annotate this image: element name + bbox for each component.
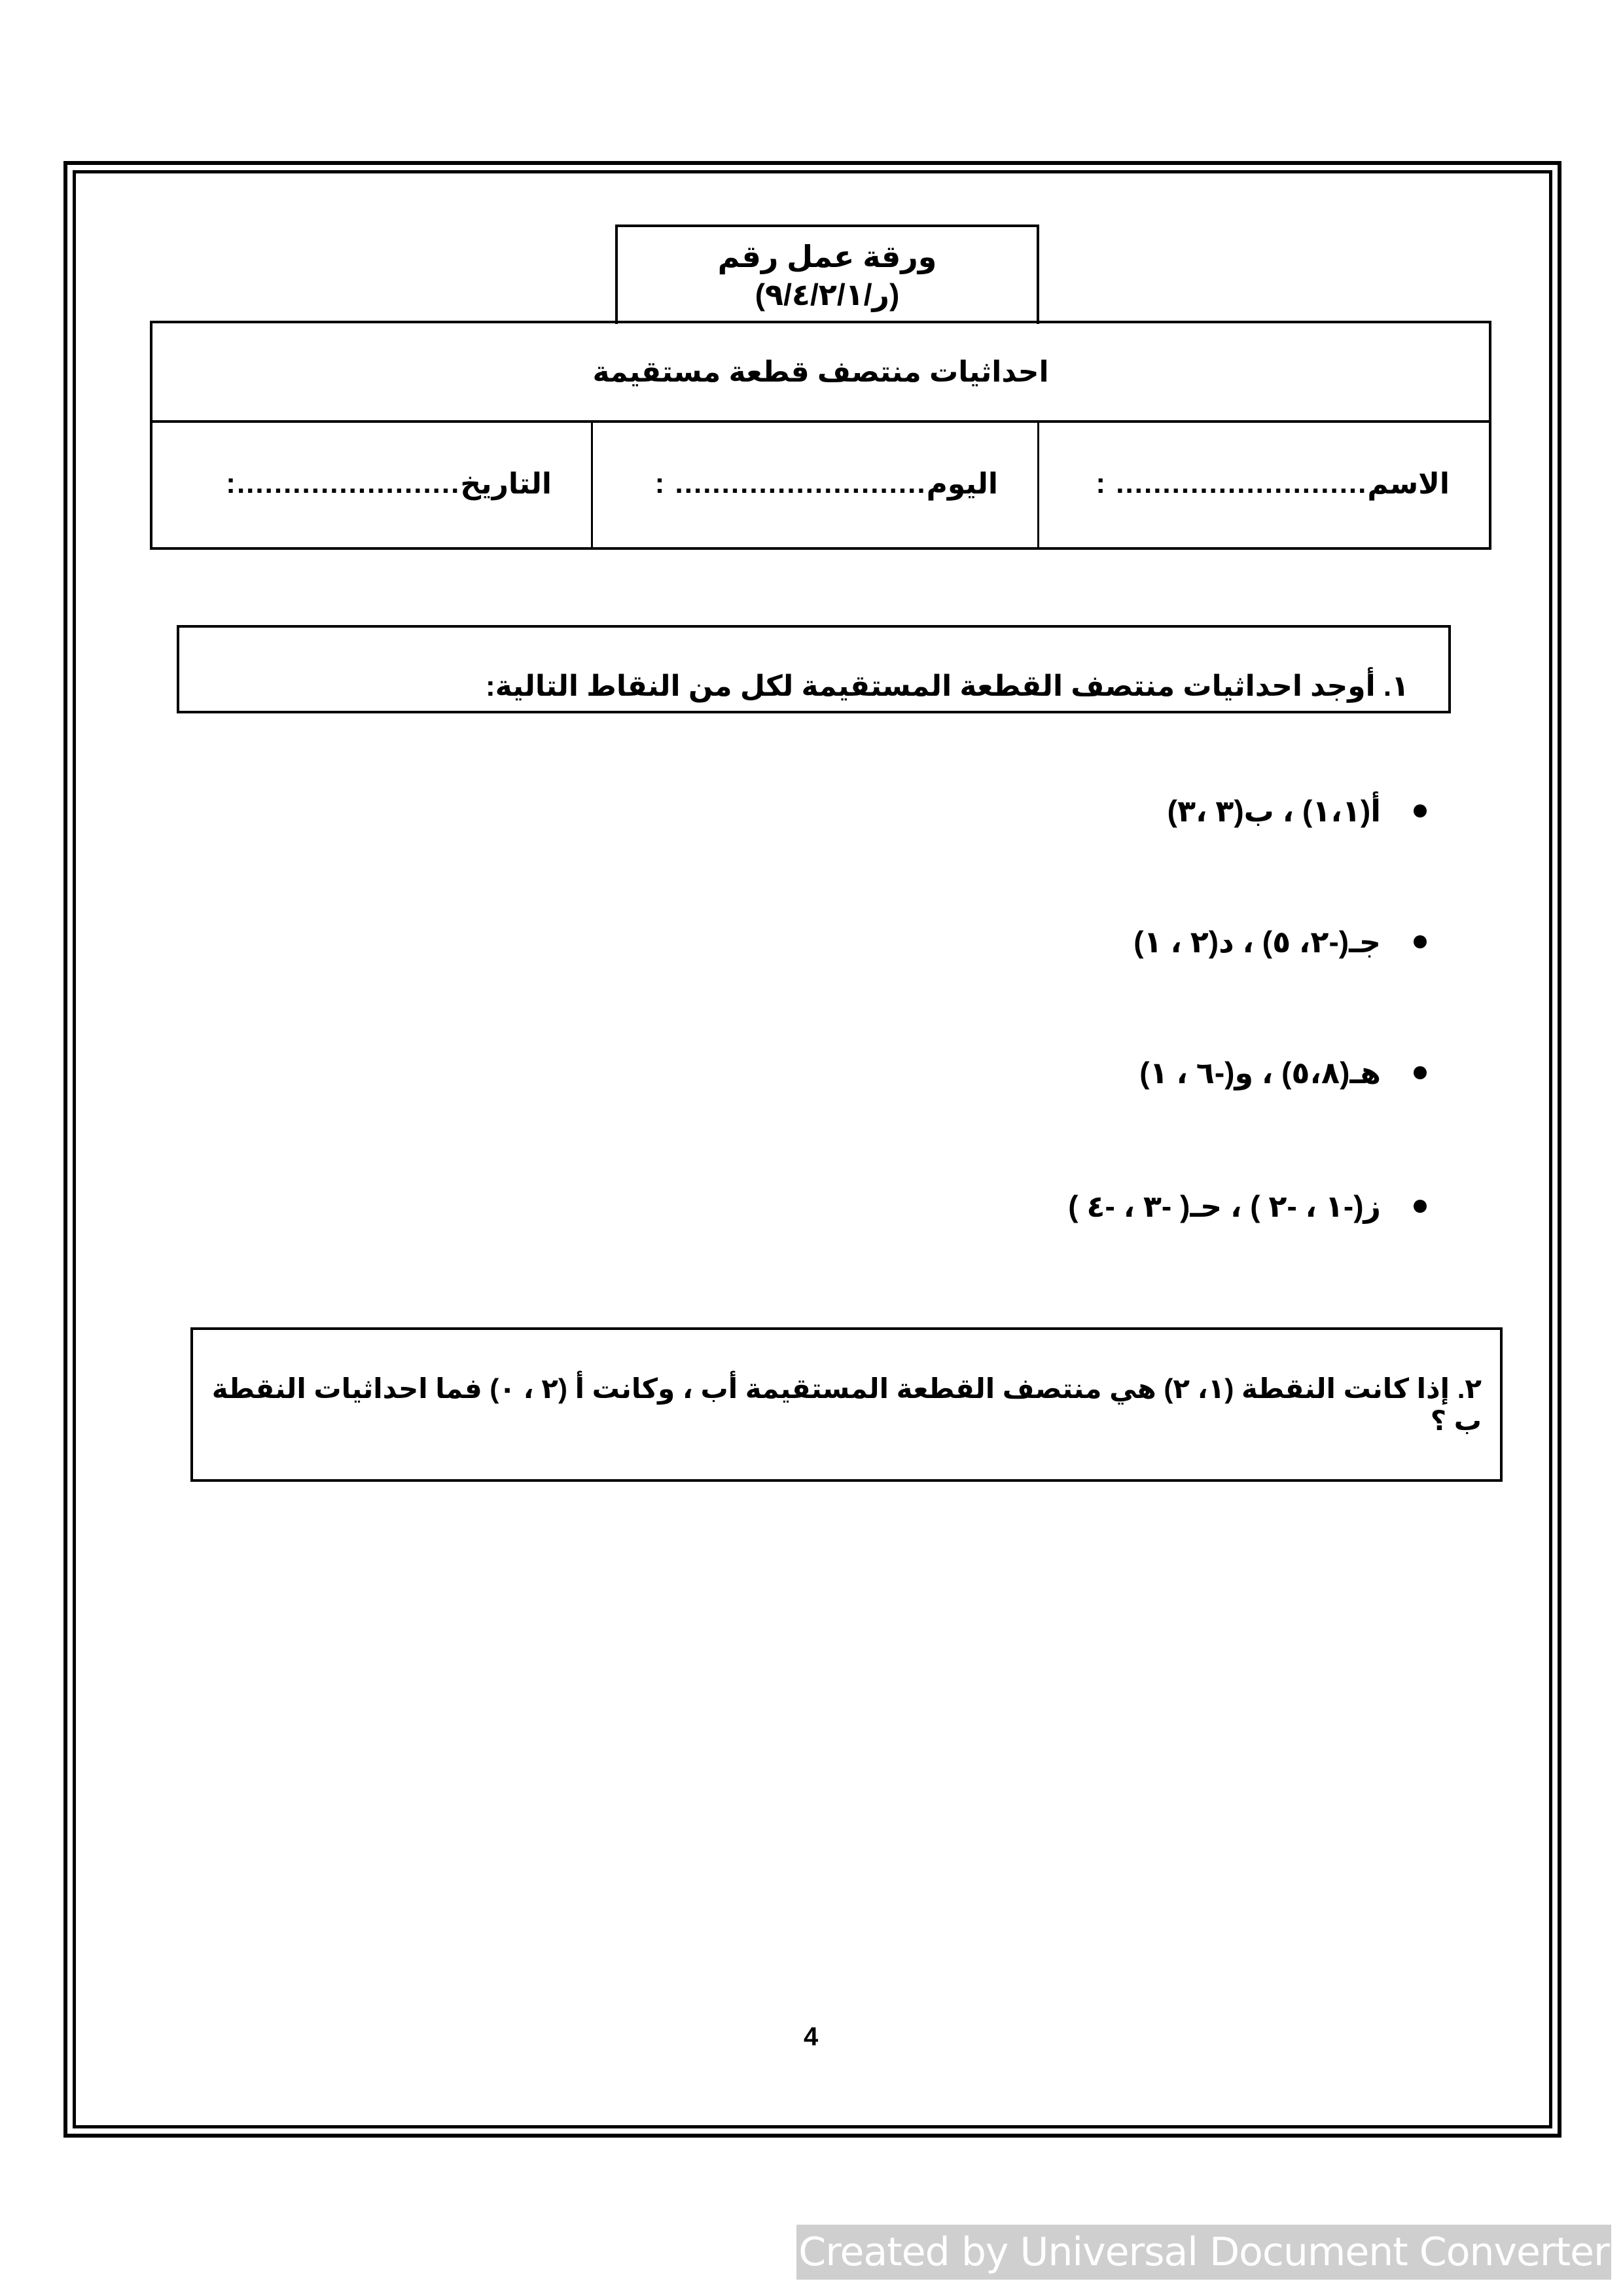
point-pair-text: ز(-١ ، -٢ ) ، حـ( -٣ ، -٤ ) — [1068, 1189, 1381, 1223]
question-1-prompt: ١. أوجد احداثيات منتصف القطعة المستقيمة لكل من النقاط التالية: — [486, 670, 1409, 702]
day-blank[interactable]: ........................... : — [654, 467, 927, 499]
worksheet-number-box — [615, 224, 1039, 324]
date-field[interactable] — [152, 420, 591, 547]
point-pair-text: هـ(٥،٨) ، و(-٦ ، ١) — [1139, 1056, 1381, 1090]
name-label: الاسم — [1367, 467, 1450, 500]
worksheet-title: ورقة عمل رقم — [717, 240, 937, 274]
question-2-box — [190, 1327, 1503, 1482]
list-item — [1168, 793, 1427, 829]
watermark-text: Created by Universal Document Converter — [798, 2229, 1609, 2275]
bullet-icon — [1414, 935, 1427, 948]
bullet-icon — [1414, 804, 1427, 817]
worksheet-code: (ر/٩/٤/٢/١) — [755, 278, 900, 312]
question-1-box — [177, 625, 1451, 713]
list-item — [1139, 1055, 1427, 1090]
converter-watermark — [796, 2225, 1611, 2280]
student-info-row — [152, 420, 1489, 547]
lesson-title-row — [152, 323, 1489, 423]
list-item — [1133, 924, 1427, 960]
point-pair-text: أ(١،١) ، ب(٣ ،٣) — [1167, 794, 1381, 828]
header-table — [150, 321, 1491, 550]
question-2-prompt: ٢. إذا كانت النقطة (١، ٢) هي منتصف القطعة المستقيمة أب ، وكانت أ (٢ ، ٠) فما احداثيات النقطة ب ؟ — [211, 1373, 1482, 1436]
day-field[interactable] — [591, 420, 1037, 547]
bullet-icon — [1414, 1066, 1427, 1079]
list-item — [1068, 1189, 1427, 1224]
lesson-title: احداثيات منتصف قطعة مستقيمة — [592, 355, 1049, 388]
date-blank[interactable]: ........................: — [226, 467, 461, 499]
point-pair-text: جـ(-٢، ٥) ، د(٢ ، ١) — [1133, 925, 1381, 959]
day-label: اليوم — [926, 467, 998, 500]
bullet-icon — [1414, 1200, 1427, 1213]
page-number: 4 — [804, 2022, 819, 2051]
date-label: التاريخ — [460, 467, 552, 500]
name-field[interactable] — [1037, 420, 1489, 547]
name-blank[interactable]: ........................... : — [1096, 467, 1368, 499]
